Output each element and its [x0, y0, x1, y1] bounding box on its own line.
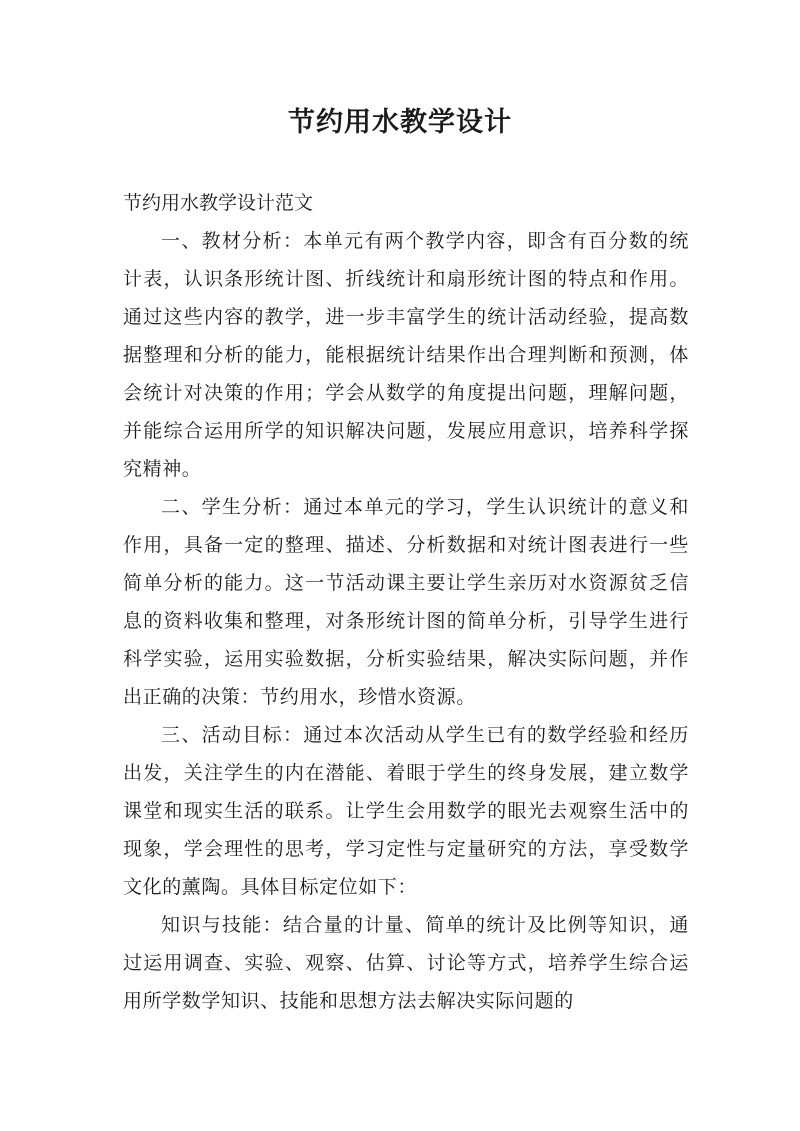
- paragraph-knowledge-skills: 知识与技能：结合量的计量、简单的统计及比例等知识，通过运用调查、实验、观察、估算、讨论等方式，培养学生综合运用所学数学知识、技能和思想方法去解决实际问题的: [123, 914, 689, 1012]
- paragraph-activity-goals: 三、活动目标：通过本次活动从学生已有的数学经验和经历出发，关注学生的内在潜能、着眼于学生的终身发展，建立数学课堂和现实生活的联系。让学生会用数学的眼光去观察生活中的现象，学会理性的思考，学习定性与定量研究的方法，享受数学文化的薰陶。具体目标定位如下：: [123, 724, 689, 898]
- document-subtitle: 节约用水教学设计范文: [123, 192, 314, 214]
- paragraph-textbook-analysis: 一、教材分析：本单元有两个教学内容，即含有百分数的统计表，认识条形统计图、折线统计和扇形统计图的特点和作用。通过这些内容的教学，进一步丰富学生的统计活动经验，提高数据整理和分析的能力，能根据统计结果作出合理判断和预测，体会统计对决策的作用；学会从数学的角度提出问题，理解问题，并能综合运用所学的知识解决问题，发展应用意识，培养科学探究精神。: [123, 230, 689, 480]
- paragraph-student-analysis: 二、学生分析：通过本单元的学习，学生认识统计的意义和作用，具备一定的整理、描述、分析数据和对统计图表进行一些简单分析的能力。这一节活动课主要让学生亲历对水资源贫乏信息的资料收集和整理，对条形统计图的简单分析，引导学生进行科学实验，运用实验数据，分析实验结果，解决实际问题，并作出正确的决策：节约用水，珍惜水资源。: [123, 496, 689, 708]
- document-title: 节约用水教学设计: [288, 107, 512, 138]
- document-body: [123, 184, 689, 1020]
